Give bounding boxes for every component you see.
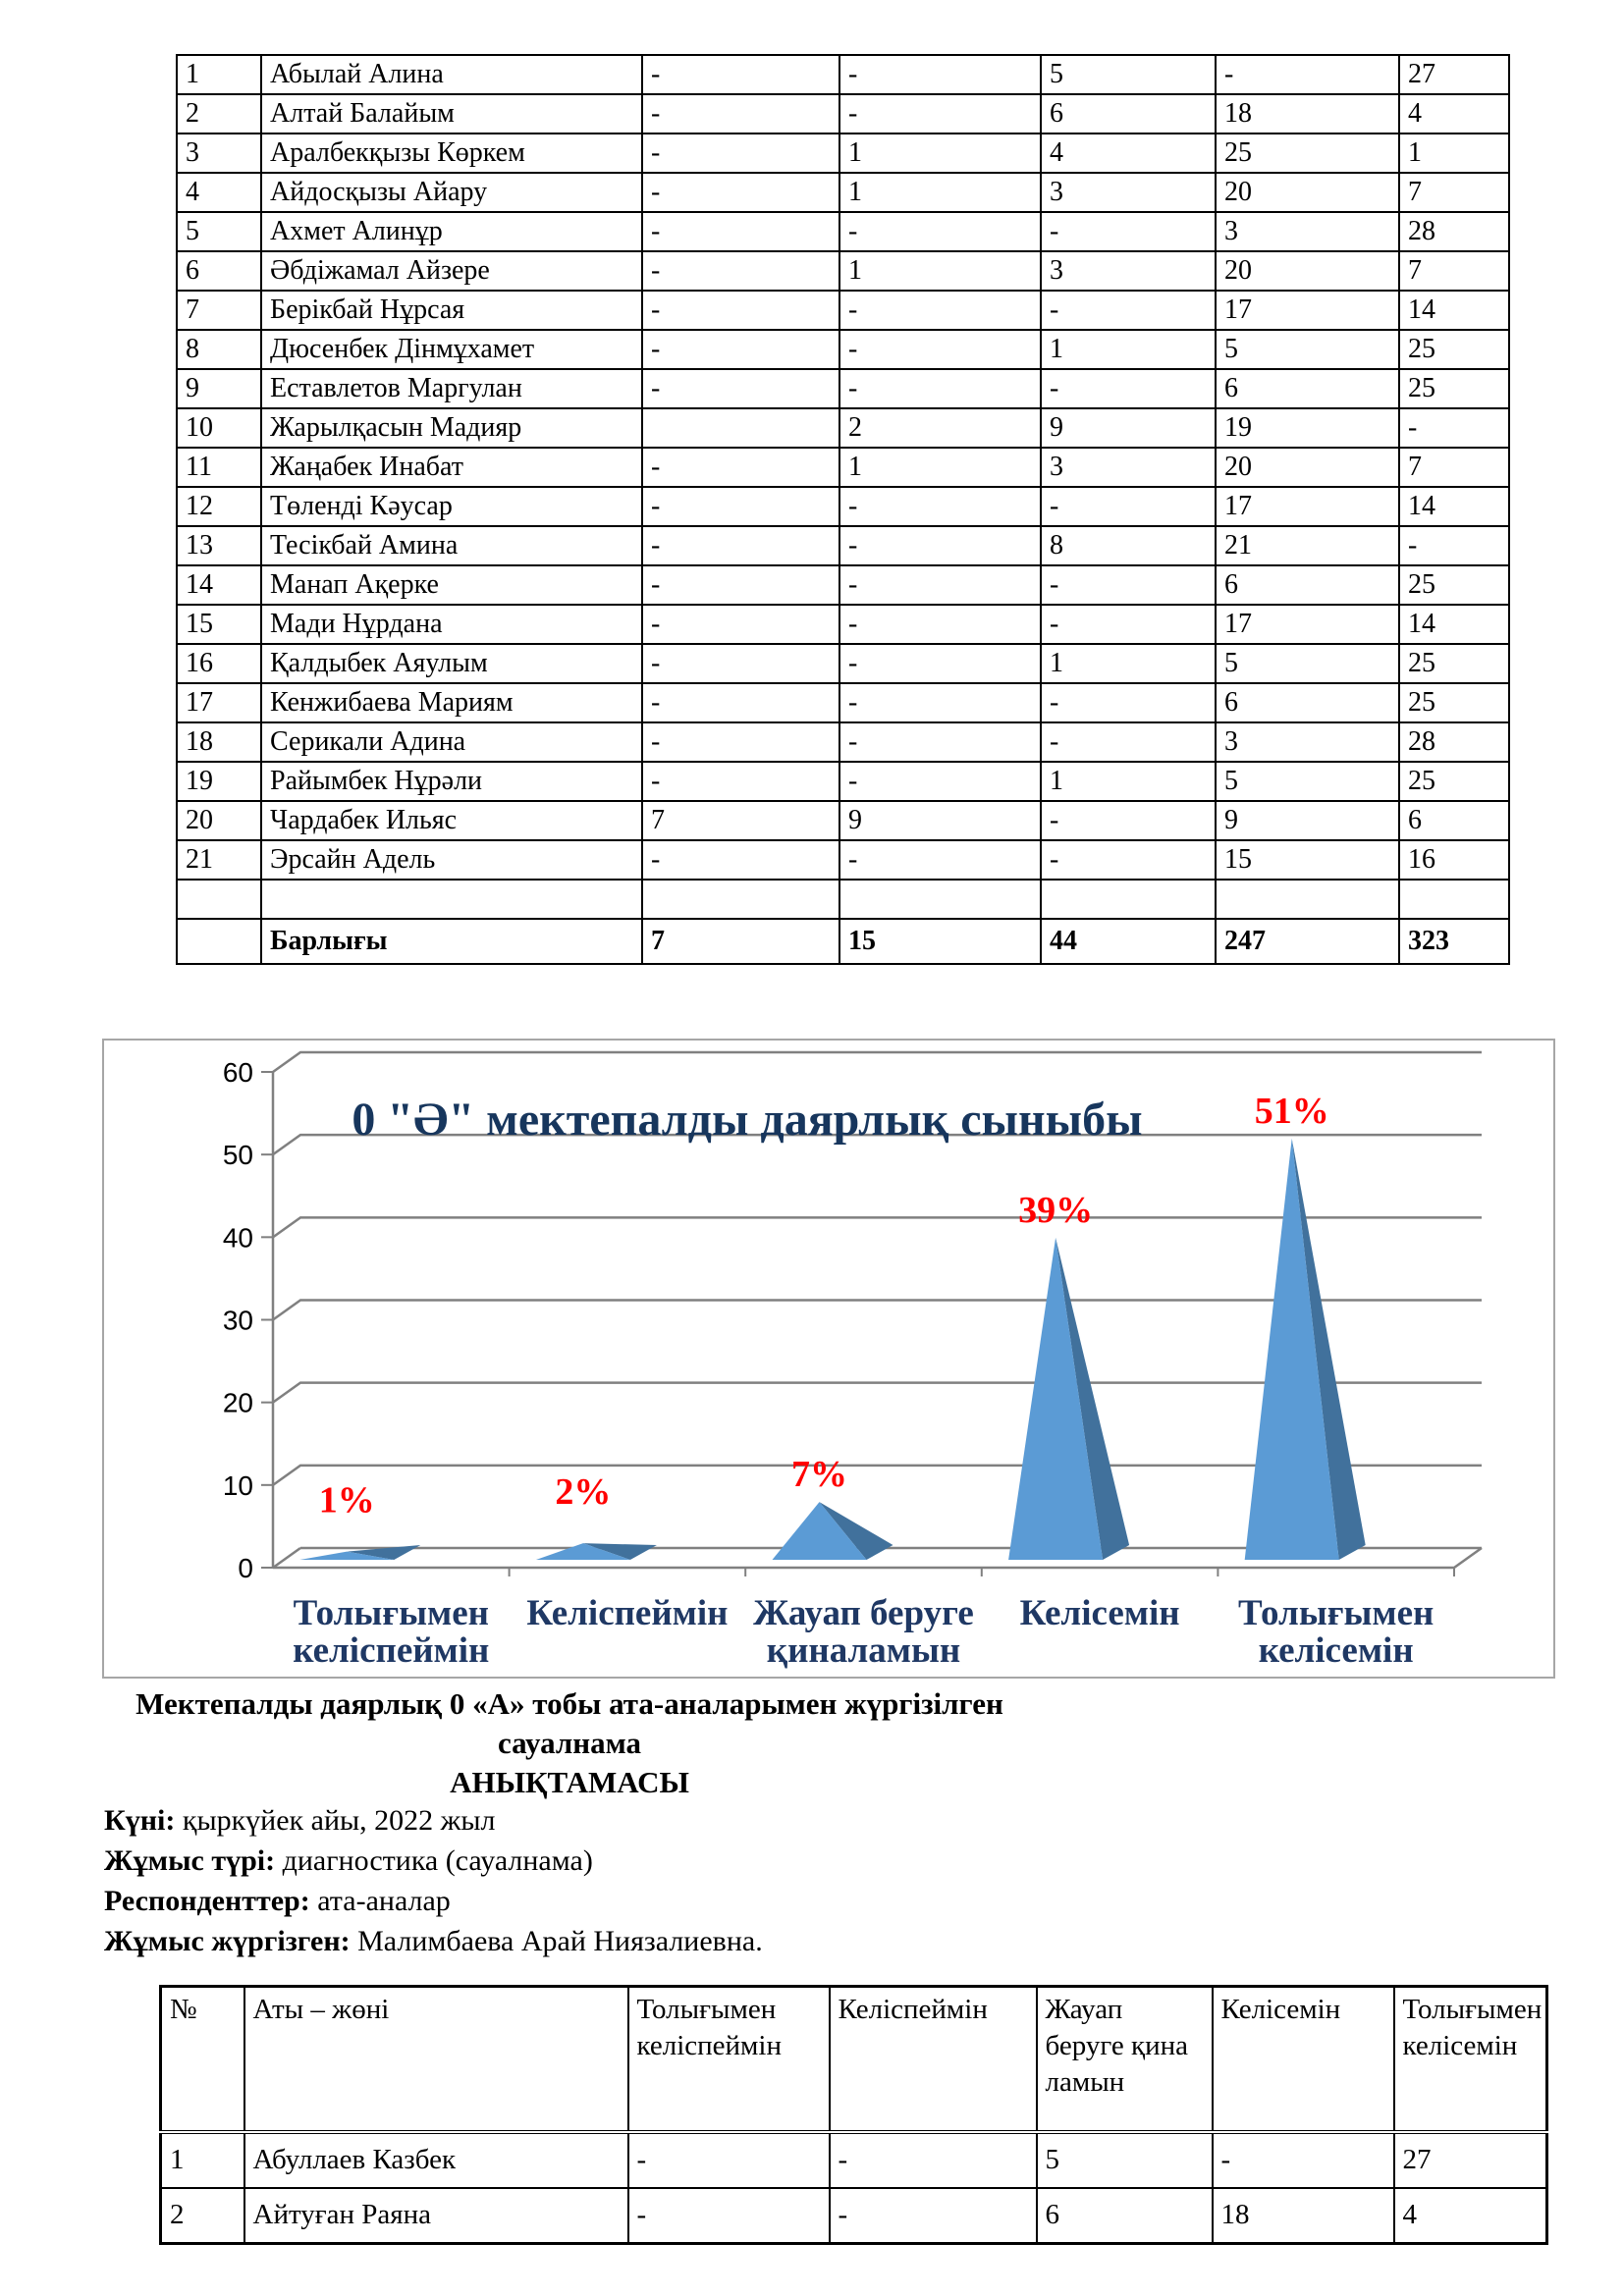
- data-label: 1%: [318, 1479, 375, 1522]
- value-cell: 8: [1041, 526, 1216, 565]
- value-cell: 3: [1041, 448, 1216, 487]
- value-cell: 19: [1216, 408, 1399, 448]
- table-row: [177, 801, 1509, 840]
- row-number-cell: 7: [177, 291, 261, 330]
- value-cell: 6: [1216, 369, 1399, 408]
- value-cell: -: [839, 683, 1041, 722]
- name-cell: Жаңабек Инабат: [261, 448, 642, 487]
- value-cell: 14: [1399, 487, 1509, 526]
- table-row: [161, 2188, 1547, 2244]
- value-cell: [839, 880, 1041, 919]
- value-cell: -: [642, 291, 839, 330]
- info-date-label: Күні:: [104, 1804, 176, 1837]
- category-label-line: келіспеймін: [293, 1630, 490, 1671]
- chart-title: 0 "Ә" мектепалды даярлық сыныбы: [352, 1094, 1143, 1146]
- name-cell: Берікбай Нұрсая: [261, 291, 642, 330]
- table-row: [177, 133, 1509, 173]
- name-cell: Манап Ақерке: [261, 565, 642, 605]
- value-cell: [642, 880, 839, 919]
- row-number-cell: [177, 919, 261, 964]
- name-cell: Еставлетов Маргулан: [261, 369, 642, 408]
- name-cell: Тесікбай Амина: [261, 526, 642, 565]
- row-number-cell: 18: [177, 722, 261, 762]
- value-cell: 44: [1041, 919, 1216, 964]
- value-cell: 5: [1216, 330, 1399, 369]
- value-cell: Жауап беруге қина ламын: [1037, 1987, 1213, 2133]
- table-row: [177, 683, 1509, 722]
- info-conducted-by-label: Жұмыс жүргізген:: [104, 1925, 351, 1957]
- data-label: 2%: [555, 1471, 612, 1514]
- y-tick-label: 10: [222, 1469, 253, 1501]
- value-cell: -: [839, 330, 1041, 369]
- row-number-cell: 5: [177, 212, 261, 251]
- value-cell: -: [1216, 55, 1399, 94]
- table-row: [177, 605, 1509, 644]
- y-tick-label: 0: [238, 1553, 253, 1583]
- value-cell: -: [642, 94, 839, 133]
- value-cell: Толығымен келіспеймін: [628, 1987, 830, 2133]
- value-cell: 18: [1216, 94, 1399, 133]
- value-cell: -: [839, 565, 1041, 605]
- value-cell: 1: [1041, 644, 1216, 683]
- row-number-cell: 15: [177, 605, 261, 644]
- info-respondents: [104, 1881, 763, 1921]
- value-cell: -: [642, 173, 839, 212]
- value-cell: -: [1041, 683, 1216, 722]
- info-work-type: [104, 1841, 763, 1881]
- data-label: 7%: [791, 1454, 847, 1496]
- value-cell: 25: [1399, 762, 1509, 801]
- value-cell: 20: [1216, 251, 1399, 291]
- value-cell: -: [839, 644, 1041, 683]
- value-cell: 25: [1399, 369, 1509, 408]
- row-number-cell: 6: [177, 251, 261, 291]
- info-conducted-by-value: Малимбаева Арай Ниязалиевна.: [350, 1925, 763, 1957]
- value-cell: 6: [1041, 94, 1216, 133]
- info-date: [104, 1800, 763, 1841]
- y-tick-label: 20: [222, 1387, 253, 1418]
- y-tick-label: 50: [222, 1140, 253, 1171]
- report-info: [104, 1800, 763, 1961]
- row-number-cell: 9: [177, 369, 261, 408]
- chart-caption: [102, 1684, 1037, 1802]
- name-cell: Чардабек Ильяс: [261, 801, 642, 840]
- caption-line-1: Мектепалды даярлық 0 «А» тобы ата-аналарымен жүргізілген сауалнама: [135, 1686, 1003, 1760]
- value-cell: -: [839, 722, 1041, 762]
- value-cell: -: [1041, 487, 1216, 526]
- value-cell: -: [642, 683, 839, 722]
- name-cell: Ахмет Алинұр: [261, 212, 642, 251]
- value-cell: 1: [839, 173, 1041, 212]
- value-cell: -: [642, 369, 839, 408]
- name-cell: Аралбекқызы Көркем: [261, 133, 642, 173]
- value-cell: 9: [839, 801, 1041, 840]
- category-label-line: Толығымен: [293, 1593, 489, 1633]
- value-cell: -: [642, 55, 839, 94]
- value-cell: 1: [839, 133, 1041, 173]
- value-cell: 6: [1216, 683, 1399, 722]
- table-row: [177, 94, 1509, 133]
- value-cell: 7: [1399, 251, 1509, 291]
- name-cell: Алтай Балайым: [261, 94, 642, 133]
- value-cell: 1: [1041, 330, 1216, 369]
- value-cell: -: [839, 487, 1041, 526]
- value-cell: -: [642, 722, 839, 762]
- row-number-cell: 11: [177, 448, 261, 487]
- survey-chart: [102, 1039, 1555, 1679]
- floor-left-edge: [273, 1548, 300, 1568]
- value-cell: 28: [1399, 212, 1509, 251]
- row-number-cell: 21: [177, 840, 261, 880]
- table-row: [177, 722, 1509, 762]
- info-date-value: қыркүйек айы, 2022 жыл: [175, 1804, 496, 1837]
- category-label-line: Келісемін: [1019, 1593, 1180, 1633]
- row-number-cell: 14: [177, 565, 261, 605]
- data-label: 51%: [1254, 1090, 1329, 1132]
- value-cell: [1216, 880, 1399, 919]
- value-cell: 25: [1399, 644, 1509, 683]
- value-cell: 7: [1399, 173, 1509, 212]
- row-number-cell: 8: [177, 330, 261, 369]
- row-number-cell: 12: [177, 487, 261, 526]
- row-number-cell: 20: [177, 801, 261, 840]
- row-number-cell: 17: [177, 683, 261, 722]
- value-cell: 5: [1037, 2132, 1213, 2188]
- value-cell: 5: [1041, 55, 1216, 94]
- value-cell: -: [642, 212, 839, 251]
- value-cell: 25: [1399, 330, 1509, 369]
- value-cell: 323: [1399, 919, 1509, 964]
- table-row: [177, 369, 1509, 408]
- value-cell: 1: [839, 251, 1041, 291]
- value-cell: -: [642, 448, 839, 487]
- value-cell: -: [839, 94, 1041, 133]
- table-row: [177, 840, 1509, 880]
- value-cell: 16: [1399, 840, 1509, 880]
- value-cell: -: [628, 2132, 830, 2188]
- value-cell: -: [830, 2132, 1037, 2188]
- value-cell: 25: [1216, 133, 1399, 173]
- header-row: [161, 1987, 1547, 2133]
- value-cell: 17: [1216, 291, 1399, 330]
- row-number-cell: №: [161, 1987, 244, 2133]
- value-cell: -: [839, 291, 1041, 330]
- table-row: [177, 173, 1509, 212]
- table-row: [177, 291, 1509, 330]
- value-cell: 3: [1216, 722, 1399, 762]
- value-cell: 28: [1399, 722, 1509, 762]
- value-cell: 6: [1216, 565, 1399, 605]
- category-label-line: келісемін: [1258, 1630, 1414, 1671]
- value-cell: 17: [1216, 487, 1399, 526]
- totals-row: [177, 919, 1509, 964]
- name-cell: Кенжибаева Мариям: [261, 683, 642, 722]
- row-number-cell: 3: [177, 133, 261, 173]
- value-cell: 4: [1394, 2188, 1547, 2244]
- category-label-line: Жауап беруге: [753, 1593, 974, 1633]
- caption-line-2: АНЫҚТАМАСЫ: [450, 1765, 689, 1799]
- value-cell: 25: [1399, 683, 1509, 722]
- table-row: [177, 330, 1509, 369]
- table-row: [177, 487, 1509, 526]
- value-cell: 3: [1041, 251, 1216, 291]
- value-cell: 1: [1399, 133, 1509, 173]
- category-label-line: Келіспеймін: [526, 1593, 729, 1633]
- value-cell: 18: [1213, 2188, 1394, 2244]
- value-cell: 247: [1216, 919, 1399, 964]
- name-cell: Дюсенбек Дінмұхамет: [261, 330, 642, 369]
- value-cell: -: [839, 840, 1041, 880]
- row-number-cell: 13: [177, 526, 261, 565]
- value-cell: [1041, 880, 1216, 919]
- info-work-type-label: Жұмыс түрі:: [104, 1844, 276, 1877]
- value-cell: -: [1213, 2132, 1394, 2188]
- value-cell: 9: [1216, 801, 1399, 840]
- value-cell: -: [642, 644, 839, 683]
- pyramid-chart-svg: [104, 1041, 1549, 1673]
- value-cell: 3: [1041, 173, 1216, 212]
- name-cell: Абуллаев Казбек: [244, 2132, 628, 2188]
- table: [176, 54, 1510, 965]
- value-cell: 20: [1216, 173, 1399, 212]
- empty-row: [177, 880, 1509, 919]
- table-row: [177, 565, 1509, 605]
- row-number-cell: 19: [177, 762, 261, 801]
- data-label: 39%: [1018, 1189, 1094, 1231]
- scores-table: [176, 54, 1510, 965]
- value-cell: -: [1041, 840, 1216, 880]
- table-row: [177, 448, 1509, 487]
- row-number-cell: 4: [177, 173, 261, 212]
- value-cell: -: [1041, 212, 1216, 251]
- value-cell: 17: [1216, 605, 1399, 644]
- value-cell: -: [642, 487, 839, 526]
- value-cell: -: [642, 762, 839, 801]
- value-cell: 20: [1216, 448, 1399, 487]
- value-cell: 5: [1216, 644, 1399, 683]
- value-cell: -: [1041, 801, 1216, 840]
- value-cell: -: [1399, 526, 1509, 565]
- value-cell: 27: [1394, 2132, 1547, 2188]
- name-cell: Аты – жөні: [244, 1987, 628, 2133]
- table-row: [177, 408, 1509, 448]
- value-cell: -: [1041, 605, 1216, 644]
- value-cell: 25: [1399, 565, 1509, 605]
- y-tick-label: 30: [222, 1305, 253, 1336]
- row-number-cell: 1: [161, 2132, 244, 2188]
- info-respondents-value: ата-аналар: [309, 1885, 451, 1917]
- value-cell: -: [642, 840, 839, 880]
- value-cell: 15: [1216, 840, 1399, 880]
- value-cell: -: [1041, 291, 1216, 330]
- value-cell: [642, 408, 839, 448]
- value-cell: 1: [839, 448, 1041, 487]
- table-row: [177, 762, 1509, 801]
- value-cell: -: [642, 565, 839, 605]
- name-cell: Мади Нұрдана: [261, 605, 642, 644]
- category-label-line: Толығымен: [1238, 1593, 1435, 1633]
- name-cell: Айдосқызы Айару: [261, 173, 642, 212]
- name-cell: Серикали Адина: [261, 722, 642, 762]
- name-cell: Райымбек Нұрәли: [261, 762, 642, 801]
- value-cell: Келісемін: [1213, 1987, 1394, 2133]
- value-cell: -: [830, 2188, 1037, 2244]
- value-cell: -: [628, 2188, 830, 2244]
- name-cell: Барлығы: [261, 919, 642, 964]
- value-cell: -: [1399, 408, 1509, 448]
- row-number-cell: 2: [177, 94, 261, 133]
- name-cell: Әбдіжамал Айзере: [261, 251, 642, 291]
- name-cell: Төленді Кәусар: [261, 487, 642, 526]
- row-number-cell: 10: [177, 408, 261, 448]
- name-cell: Айтуған Раяна: [244, 2188, 628, 2244]
- value-cell: -: [642, 526, 839, 565]
- value-cell: -: [839, 369, 1041, 408]
- value-cell: -: [642, 251, 839, 291]
- table-row: [177, 526, 1509, 565]
- value-cell: 7: [642, 801, 839, 840]
- value-cell: 7: [642, 919, 839, 964]
- table-row: [177, 212, 1509, 251]
- value-cell: 9: [1041, 408, 1216, 448]
- name-cell: Абылай Алина: [261, 55, 642, 94]
- value-cell: 5: [1216, 762, 1399, 801]
- name-cell: Жарылқасын Мадияр: [261, 408, 642, 448]
- value-cell: 14: [1399, 605, 1509, 644]
- table-row: [177, 55, 1509, 94]
- value-cell: -: [839, 55, 1041, 94]
- table-row: [177, 644, 1509, 683]
- info-conducted-by: [104, 1921, 763, 1961]
- row-number-cell: [177, 880, 261, 919]
- row-number-cell: 16: [177, 644, 261, 683]
- value-cell: Келіспеймін: [830, 1987, 1037, 2133]
- value-cell: -: [642, 605, 839, 644]
- category-label-line: қиналамын: [766, 1630, 961, 1671]
- value-cell: -: [642, 330, 839, 369]
- name-cell: Қалдыбек Аяулым: [261, 644, 642, 683]
- value-cell: -: [839, 212, 1041, 251]
- name-cell: [261, 880, 642, 919]
- value-cell: 3: [1216, 212, 1399, 251]
- table-row: [161, 2132, 1547, 2188]
- info-work-type-value: диагностика (сауалнама): [275, 1844, 593, 1877]
- row-number-cell: 2: [161, 2188, 244, 2244]
- grid-line: [273, 1052, 1482, 1072]
- y-tick-label: 60: [222, 1057, 253, 1088]
- info-respondents-label: Респонденттер:: [104, 1885, 310, 1917]
- value-cell: 1: [1041, 762, 1216, 801]
- value-cell: 21: [1216, 526, 1399, 565]
- value-cell: 14: [1399, 291, 1509, 330]
- value-cell: 4: [1399, 94, 1509, 133]
- value-cell: 7: [1399, 448, 1509, 487]
- table-row: [177, 251, 1509, 291]
- table: [159, 1985, 1548, 2245]
- value-cell: 6: [1399, 801, 1509, 840]
- value-cell: -: [1041, 565, 1216, 605]
- value-cell: -: [839, 605, 1041, 644]
- value-cell: 15: [839, 919, 1041, 964]
- value-cell: 27: [1399, 55, 1509, 94]
- survey-table: [159, 1985, 1548, 2245]
- value-cell: 2: [839, 408, 1041, 448]
- value-cell: 6: [1037, 2188, 1213, 2244]
- value-cell: -: [1041, 722, 1216, 762]
- value-cell: -: [839, 526, 1041, 565]
- value-cell: -: [1041, 369, 1216, 408]
- value-cell: -: [839, 762, 1041, 801]
- row-number-cell: 1: [177, 55, 261, 94]
- value-cell: -: [642, 133, 839, 173]
- name-cell: Эрсайн Адель: [261, 840, 642, 880]
- value-cell: Толығымен келісемін: [1394, 1987, 1547, 2133]
- y-tick-label: 40: [222, 1222, 253, 1254]
- value-cell: 4: [1041, 133, 1216, 173]
- value-cell: [1399, 880, 1509, 919]
